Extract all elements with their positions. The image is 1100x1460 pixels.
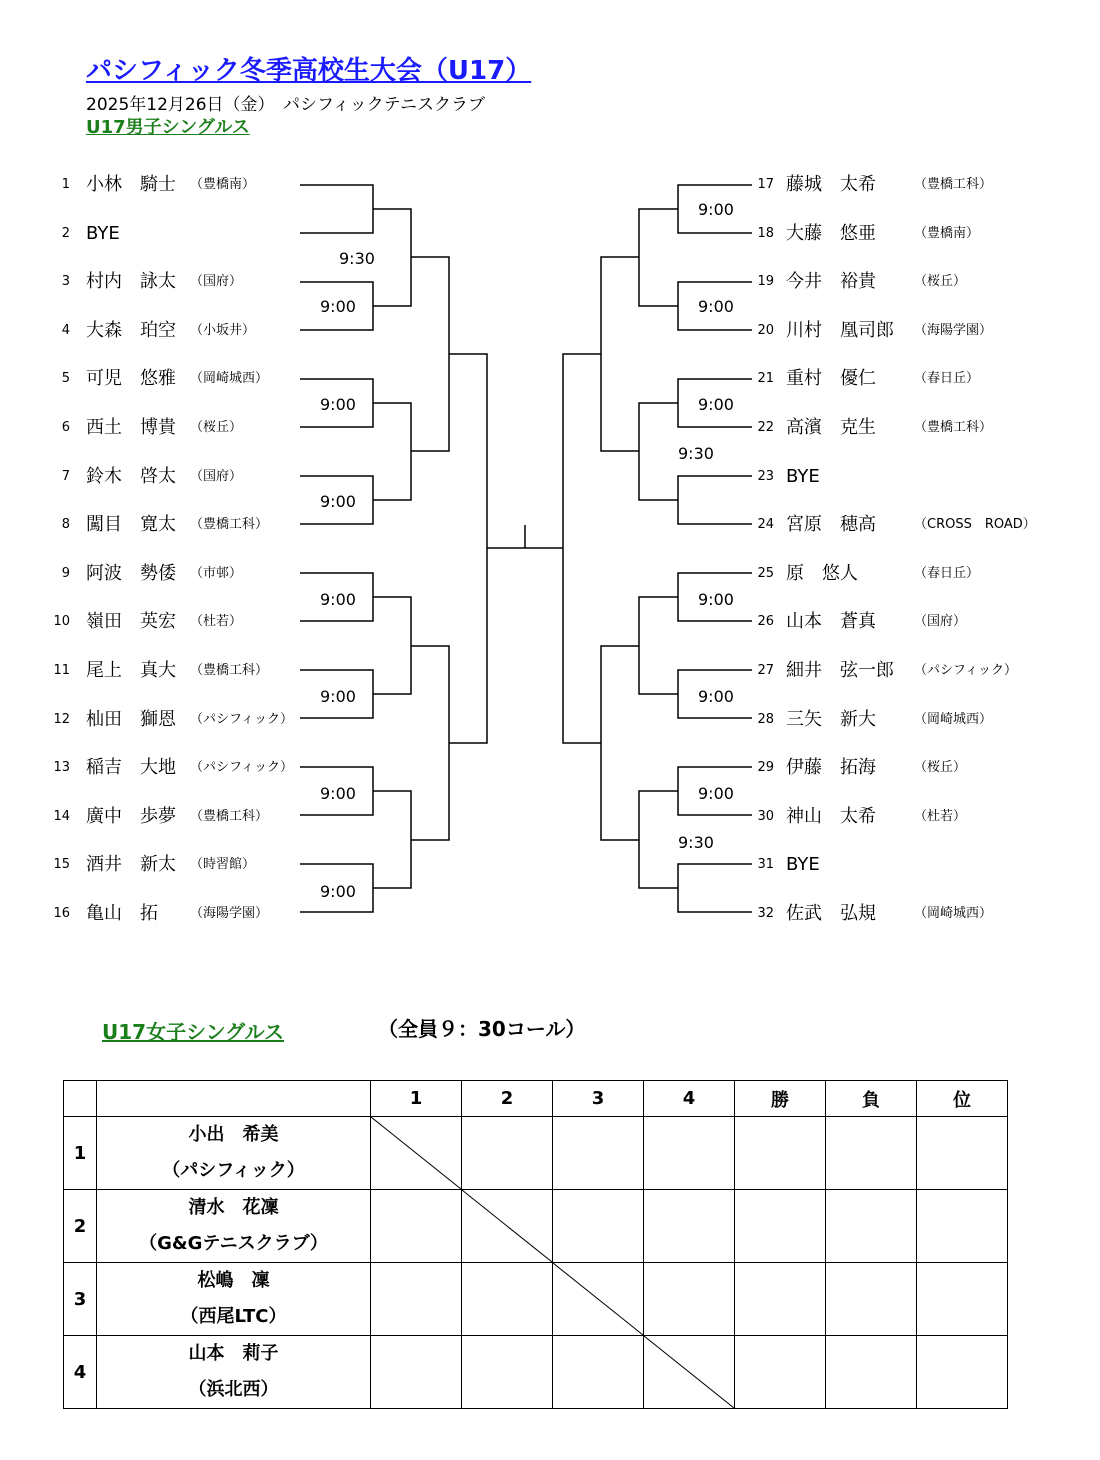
match-time: 9:30 [678, 444, 714, 463]
player-club: （海陽学園） [914, 322, 993, 338]
score-cell [371, 1336, 462, 1409]
player-club: （小坂井） [190, 322, 256, 338]
seed-number: 8 [61, 517, 70, 533]
score-cell [917, 1117, 1008, 1190]
bracket-line [373, 597, 411, 694]
bracket-line [411, 257, 449, 451]
bracket-line [639, 403, 678, 500]
page-title: パシフィック冬季高校生大会（U17） [86, 56, 532, 86]
seed-number: 10 [53, 614, 70, 630]
player-name: 尾上 真大 [86, 660, 176, 681]
player-club: （岡崎城西） [914, 711, 993, 727]
player-club: （岡崎城西） [190, 371, 269, 387]
score-cell [917, 1190, 1008, 1263]
player-name: 松嶋 凜 [197, 1270, 270, 1291]
score-cell [735, 1336, 826, 1409]
player-club: （豊橋南） [914, 225, 980, 241]
bracket-line [639, 791, 678, 888]
table-row [64, 1190, 1008, 1263]
header-cell: 3 [553, 1081, 644, 1117]
player-name: 清水 花凜 [188, 1197, 279, 1218]
player-club: （豊橋工科） [914, 420, 993, 435]
seed-number: 9 [61, 565, 70, 581]
seed-number: 12 [53, 711, 70, 727]
match-time: 9:00 [698, 784, 734, 803]
player-name: 山本 莉子 [188, 1343, 279, 1364]
score-cell [735, 1117, 826, 1190]
player-name: 闖目 寛太 [86, 514, 176, 536]
seed-number: 4 [61, 322, 70, 338]
player-name: 大森 珀空 [86, 319, 176, 341]
player-cell [97, 1190, 371, 1263]
player-club: （国府） [190, 274, 243, 290]
bracket-line [563, 354, 601, 743]
bracket-line [601, 646, 639, 840]
match-time: 9:00 [698, 200, 734, 219]
player-name: BYE [86, 222, 120, 244]
score-cell [917, 1263, 1008, 1336]
header-cell: 勝 [735, 1081, 826, 1117]
bracket-line [449, 354, 487, 743]
score-cell [826, 1336, 917, 1409]
player-name: 大藤 悠亜 [786, 222, 876, 244]
player-club: （桜丘） [914, 760, 967, 776]
header-cell: 2 [462, 1081, 553, 1117]
score-cell [735, 1190, 826, 1263]
seed-number: 6 [61, 420, 70, 435]
seed-number: 2 [61, 225, 70, 241]
self-match-cell [371, 1117, 462, 1190]
seed-number: 20 [757, 322, 774, 338]
player-club: （岡崎城西） [914, 906, 993, 921]
seed-number: 1 [61, 177, 70, 192]
bracket-line [601, 257, 639, 451]
round-robin-table [63, 1080, 1008, 1409]
player-name: 佐武 弘規 [786, 903, 876, 924]
score-cell [553, 1336, 644, 1409]
seed-number: 11 [53, 663, 70, 678]
player-name: 高濱 克生 [786, 417, 876, 438]
player-club: （パシフィック） [190, 760, 293, 776]
player-name: 山本 蒼真 [786, 611, 876, 633]
match-time: 9:00 [320, 687, 356, 706]
bracket-line [639, 597, 678, 694]
seed-number: 25 [757, 565, 774, 581]
seed-number: 5 [61, 371, 70, 387]
player-club: （桜丘） [914, 274, 967, 290]
player-cell [97, 1336, 371, 1409]
score-cell [826, 1117, 917, 1190]
player-club: （海陽学園） [190, 906, 269, 921]
bracket-line [639, 209, 678, 306]
player-name: 嶺田 英宏 [86, 611, 176, 633]
player-cell [97, 1263, 371, 1336]
seed-number: 16 [53, 906, 70, 921]
player-name: 細井 弦一郎 [786, 660, 894, 681]
score-cell [462, 1336, 553, 1409]
seed-number: 32 [757, 906, 774, 921]
score-cell [371, 1263, 462, 1336]
bracket-line [373, 791, 411, 888]
match-time: 9:00 [320, 784, 356, 803]
player-club: （CROSS ROAD） [914, 517, 1036, 533]
player-name: BYE [786, 854, 820, 876]
match-time: 9:00 [320, 590, 356, 609]
player-name: 神山 太希 [786, 805, 876, 827]
match-time: 9:00 [698, 297, 734, 316]
score-cell [826, 1190, 917, 1263]
player-club: （国府） [914, 614, 967, 630]
player-name: 阿波 勢倭 [86, 562, 176, 584]
seed-number: 19 [757, 274, 774, 290]
player-club: （G&Gテニスクラブ） [139, 1233, 328, 1254]
score-cell [462, 1117, 553, 1190]
self-match-cell [462, 1190, 553, 1263]
player-name: 鈴木 啓太 [86, 465, 176, 487]
seed-number: 3 [61, 274, 70, 290]
diagonal-line [462, 1190, 552, 1262]
match-time: 9:00 [698, 590, 734, 609]
score-cell [917, 1336, 1008, 1409]
player-name: BYE [786, 465, 820, 487]
diagonal-line [644, 1336, 734, 1408]
table-row [64, 1336, 1008, 1409]
player-name: 杣田 獅恩 [86, 708, 176, 730]
score-cell [644, 1117, 735, 1190]
seed-number: 22 [757, 420, 774, 435]
self-match-cell [553, 1263, 644, 1336]
player-name: 今井 裕貴 [786, 271, 876, 293]
seed-number: 13 [53, 760, 70, 776]
seed-number: 17 [757, 177, 774, 192]
table-header-row [64, 1081, 1008, 1117]
player-name: 三矢 新大 [786, 708, 876, 730]
player-name: 宮原 穂高 [786, 514, 876, 536]
match-time: 9:00 [320, 882, 356, 901]
player-club: （西尾LTC） [180, 1306, 287, 1327]
match-time: 9:30 [339, 249, 375, 268]
player-name: 小出 希美 [188, 1124, 279, 1145]
player-name: 原 悠人 [786, 562, 858, 584]
player-club: （豊橋南） [190, 177, 256, 192]
player-club: （パシフィック） [162, 1160, 305, 1181]
player-name: 西土 博貴 [86, 417, 176, 438]
header-cell: 位 [917, 1081, 1008, 1117]
score-cell [826, 1263, 917, 1336]
score-cell [553, 1190, 644, 1263]
diagonal-line [553, 1263, 643, 1335]
header-cell [64, 1081, 97, 1117]
player-name: 稲吉 大地 [86, 757, 176, 779]
seed-number: 18 [757, 225, 774, 241]
seed-number: 7 [61, 468, 70, 484]
score-cell [735, 1263, 826, 1336]
boys-singles-heading: U17男子シングルス [86, 117, 250, 138]
player-club: （パシフィック） [914, 663, 1017, 678]
header-cell: 負 [826, 1081, 917, 1117]
score-cell [644, 1263, 735, 1336]
event-date-venue: 2025年12月26日（金） パシフィックテニスクラブ [86, 95, 485, 115]
player-name: 酒井 新太 [86, 854, 176, 876]
match-time: 9:00 [698, 687, 734, 706]
bracket-line [678, 476, 752, 524]
player-club: （パシフィック） [190, 711, 293, 727]
table-row [64, 1263, 1008, 1336]
match-time: 9:30 [678, 833, 714, 852]
player-name: 村内 詠太 [86, 271, 176, 293]
row-number: 1 [64, 1117, 97, 1190]
player-club: （豊橋工科） [190, 808, 269, 824]
header-cell: 1 [371, 1081, 462, 1117]
player-name: 小林 騎士 [86, 174, 176, 195]
player-name: 廣中 歩夢 [86, 805, 176, 827]
match-time: 9:00 [320, 297, 356, 316]
row-number: 2 [64, 1190, 97, 1263]
score-cell [553, 1117, 644, 1190]
player-name: 藤城 太希 [786, 174, 876, 195]
seed-number: 21 [757, 371, 774, 387]
seed-number: 23 [757, 468, 774, 484]
header-cell: 4 [644, 1081, 735, 1117]
player-club: （豊橋工科） [190, 517, 269, 533]
player-name: 川村 凰司郎 [786, 319, 894, 341]
player-club: （浜北西） [188, 1379, 279, 1400]
seed-number: 29 [757, 760, 774, 776]
diagonal-line [371, 1117, 461, 1189]
bracket-line [411, 646, 449, 840]
bracket-line [300, 185, 373, 233]
score-cell [371, 1190, 462, 1263]
self-match-cell [644, 1336, 735, 1409]
player-name: 可児 悠雅 [86, 368, 176, 390]
score-cell [462, 1263, 553, 1336]
seed-number: 30 [757, 808, 774, 824]
bracket-line [678, 864, 752, 912]
score-cell [644, 1190, 735, 1263]
player-club: （桜丘） [190, 420, 243, 435]
seed-number: 27 [757, 663, 774, 678]
player-club: （国府） [190, 468, 243, 484]
seed-number: 26 [757, 614, 774, 630]
call-time-note: （全員９：30コール） [378, 1017, 586, 1041]
match-time: 9:00 [320, 395, 356, 414]
player-club: （豊橋工科） [190, 663, 269, 678]
player-club: （杜若） [190, 614, 243, 630]
seed-number: 15 [53, 857, 70, 873]
player-name: 伊藤 拓海 [786, 757, 876, 779]
player-club: （市邨） [190, 565, 243, 581]
header-cell [97, 1081, 371, 1117]
player-club: （豊橋工科） [914, 177, 993, 192]
match-time: 9:00 [320, 492, 356, 511]
player-club: （時習館） [190, 857, 256, 873]
player-name: 亀山 拓 [86, 903, 158, 924]
seed-number: 28 [757, 711, 774, 727]
player-club: （春日丘） [914, 565, 980, 581]
match-time: 9:00 [698, 395, 734, 414]
bracket-line [373, 403, 411, 500]
table-row [64, 1117, 1008, 1190]
bracket-line [373, 209, 411, 306]
player-club: （杜若） [914, 808, 967, 824]
row-number: 4 [64, 1336, 97, 1409]
player-cell [97, 1117, 371, 1190]
row-number: 3 [64, 1263, 97, 1336]
girls-singles-heading: U17女子シングルス [102, 1020, 284, 1044]
seed-number: 31 [757, 857, 774, 873]
seed-number: 24 [757, 517, 774, 533]
seed-number: 14 [53, 808, 70, 824]
player-name: 重村 優仁 [786, 368, 876, 390]
player-club: （春日丘） [914, 371, 980, 387]
